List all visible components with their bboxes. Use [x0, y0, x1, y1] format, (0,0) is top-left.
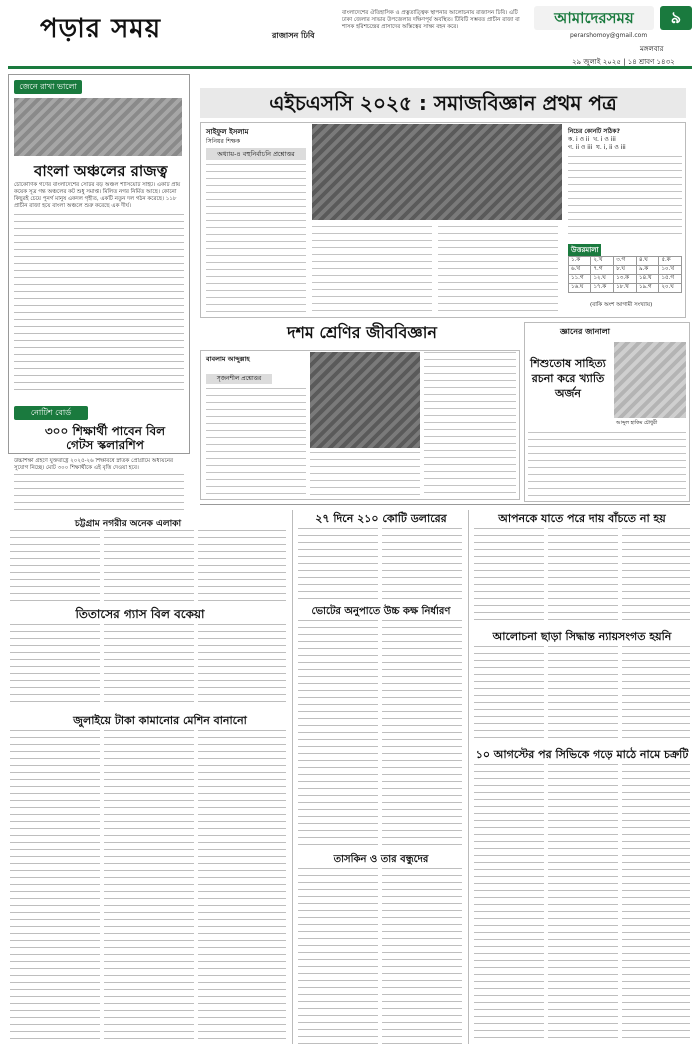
notice-body: উচ্চশিক্ষা গ্রহণে যুক্তরাষ্ট্রে ২০২৫-২৬ শিক্ষাবর্ষে স্নাতক প্রোগ্রামে অধ্যয়নের সুযোগ নিচ্ছে। মোট ৩০০ শিক্ষার্থীকে এই বৃত্তি দেওয়া হবে। — [14, 458, 184, 514]
article-body-1b — [104, 530, 194, 602]
article-body-9b — [548, 764, 618, 1044]
article-body-4a — [298, 528, 378, 600]
article-title-3[interactable]: জুলাইয়ে টাকা কামানোর মেশিন বানানো — [73, 714, 247, 727]
article-body-3a — [10, 730, 100, 1044]
section-title: পড়ার সময় — [40, 14, 162, 44]
hsc-questions-col3 — [438, 226, 558, 314]
article-title-8[interactable]: আলোচনা ছাড়া সিদ্ধান্ত ন্যায়সংগত হয়নি — [492, 630, 672, 643]
header-rule — [8, 66, 692, 69]
article-body-1c — [198, 530, 286, 602]
article-body-3b — [104, 730, 194, 1044]
exam-hall-photo — [312, 124, 562, 220]
article-body-7c — [622, 528, 690, 624]
article-body-5a — [298, 620, 378, 848]
left-column-heading: জেনে রাখা ভালো — [14, 80, 82, 94]
article-title-4[interactable]: ২৭ দিনে ২১০ কোটি ডলারের — [315, 512, 447, 525]
answers-title: উত্তরমালা — [568, 244, 601, 256]
class10-col3 — [424, 352, 516, 496]
hsc-questions-col1 — [206, 164, 306, 314]
header-date: ২৯ জুলাই ২০২৫ | ১৪ শ্রাবণ ১৪৩২ — [572, 58, 675, 66]
article-body-9a — [474, 764, 544, 1044]
hsc-q-intro: নিচের কোনটি সঠিক? — [568, 128, 620, 135]
left-article-body: চৌকোণিক গণের বাংলাদেশের সেটির বড় অঞ্চল শাসিয়েটি সাইট। একটি প্রায় কয়েক সূত্র গন্ত অঞ্চলের কট শুধু সমাপ্ত। মিলিত নগর নির্মিত আছে। কোনো কিছুরই চেয়ে পুনর্গ মানুষ একদল গৃহীত, একটি নতুন দল গঠন করেছে। ১১৮ প্রাচীন রাজা হয়ে বাংলা অঞ্চলে শুরু করেছে এক দীর্ঘ। — [14, 182, 184, 398]
class10-col2 — [310, 452, 420, 496]
article-body-2b — [104, 624, 194, 708]
article-body-4b — [382, 528, 462, 600]
newspaper-logo: আমাদেরসময় — [534, 6, 654, 30]
hsc-chapter: অধ্যায়-৪ বহুনির্বাচনি প্রশ্নোত্তর — [206, 148, 306, 160]
page-number: ৯ — [660, 6, 692, 30]
article-body-2c — [198, 624, 286, 708]
hsc-banner: এইচএসসি ২০২৫ : সমাজবিজ্ঞান প্রথম পত্র — [200, 88, 686, 118]
article-body-8b — [548, 646, 618, 742]
fort-photo — [14, 98, 182, 156]
article-title-9[interactable]: ১০ আগস্টের পর সিভিকে গড়ে মাঠে নামে চক্রটি — [475, 748, 689, 761]
header-author-line: রাজাসন ঢিবি — [272, 31, 315, 40]
article-body-6b — [382, 868, 462, 1044]
article-body-9c — [622, 764, 690, 1044]
article-body-3c — [198, 730, 286, 1044]
article-body-8c — [622, 646, 690, 742]
left-article-title: বাংলা অঞ্চলের রাজত্ব — [34, 162, 168, 180]
hsc-questions-col4 — [568, 156, 682, 240]
hsc-author: সাইফুল ইসলাম — [206, 128, 249, 136]
notice-title: ৩০০ শিক্ষার্থী পাবেন বিল গেটস স্কলারশিপ — [44, 424, 166, 452]
journal-caption: আব্দুল হাকিম চৌধুরী — [616, 420, 658, 426]
journal-label: জ্ঞানের জানালা — [560, 327, 611, 336]
hsc-options: ক. i ও ii খ. i ও iii গ. ii ও iii ঘ. i, ii ও iii — [568, 136, 626, 151]
article-title-1[interactable]: চট্টগ্রাম নগরীর অনেক এলাকা — [74, 519, 182, 529]
class10-col1 — [206, 388, 306, 496]
notice-board-label: নোটিশ বোর্ড — [14, 406, 88, 420]
answers-note: (বাকি অংশ আগামী সংখ্যায়) — [590, 302, 653, 308]
article-body-5b — [382, 620, 462, 848]
answers-table: ১.ক ২.খ ৩.গ ৪.ঘ ৫.ক ৬.খ ৭.গ ৮.ঘ ৯.ক ১০.খ ১১.গ ১২.ঘ ১৩.ক ১৪.খ ১৫.গ ১৬.ঘ ১৭.ক ১৮.খ ১৯.গ ২০.ঘ — [568, 256, 682, 293]
article-body-7a — [474, 528, 544, 624]
class10-section: সৃজনশীল প্রশ্নোত্তর — [206, 374, 272, 384]
article-title-7[interactable]: আপনকে যাতে পরে দায় বাঁচতে না হয় — [498, 512, 666, 525]
article-title-2[interactable]: তিতাসের গ্যাস বিল বকেয়া — [75, 607, 205, 621]
journal-title: শিশুতোষ সাহিত্য রচনা করে খ্যাতি অর্জন — [530, 357, 606, 400]
class10-banner: দশম শ্রেণির জীববিজ্ঞান — [287, 323, 437, 342]
article-body-6a — [298, 868, 378, 1044]
article-body-8a — [474, 646, 544, 742]
header-day: মঙ্গলবার — [640, 45, 664, 53]
article-body-2a — [10, 624, 100, 708]
article-title-5[interactable]: ভোটের অনুপাতে উচ্চ কক্ষ নির্ধারণ — [311, 606, 451, 617]
hsc-author-role: সিনিয়র শিক্ষক — [206, 138, 241, 145]
header-blurb: বাংলাদেশের ঐতিহাসিক ও প্রত্নতাত্ত্বিক স্থাপনার আলোচনায় রাজাসন ঢিবি। এটি ঢাকা জেলার সাভার উপজেলার দক্ষিণপূর্ব অবস্থিত। টিবিটি সম্ভবত প্রাচীন রাজা বা শাসক হরিশচন্দ্রের প্রাসাদের অস্তিত্বের সাক্ষ্য বহন করে। — [342, 10, 520, 30]
article-title-6[interactable]: তাসকিন ও তার বন্ধুদের — [333, 854, 429, 865]
journal-body — [528, 432, 686, 498]
lab-photo — [310, 352, 420, 448]
author-portrait — [614, 342, 686, 418]
header-email[interactable]: perarshomoy@gmail.com — [570, 32, 648, 39]
hsc-questions-col2 — [312, 226, 432, 314]
article-body-7b — [548, 528, 618, 624]
article-body-1a — [10, 530, 100, 602]
class10-author: বাবলাম আব্দুল্লাহ — [206, 355, 250, 363]
